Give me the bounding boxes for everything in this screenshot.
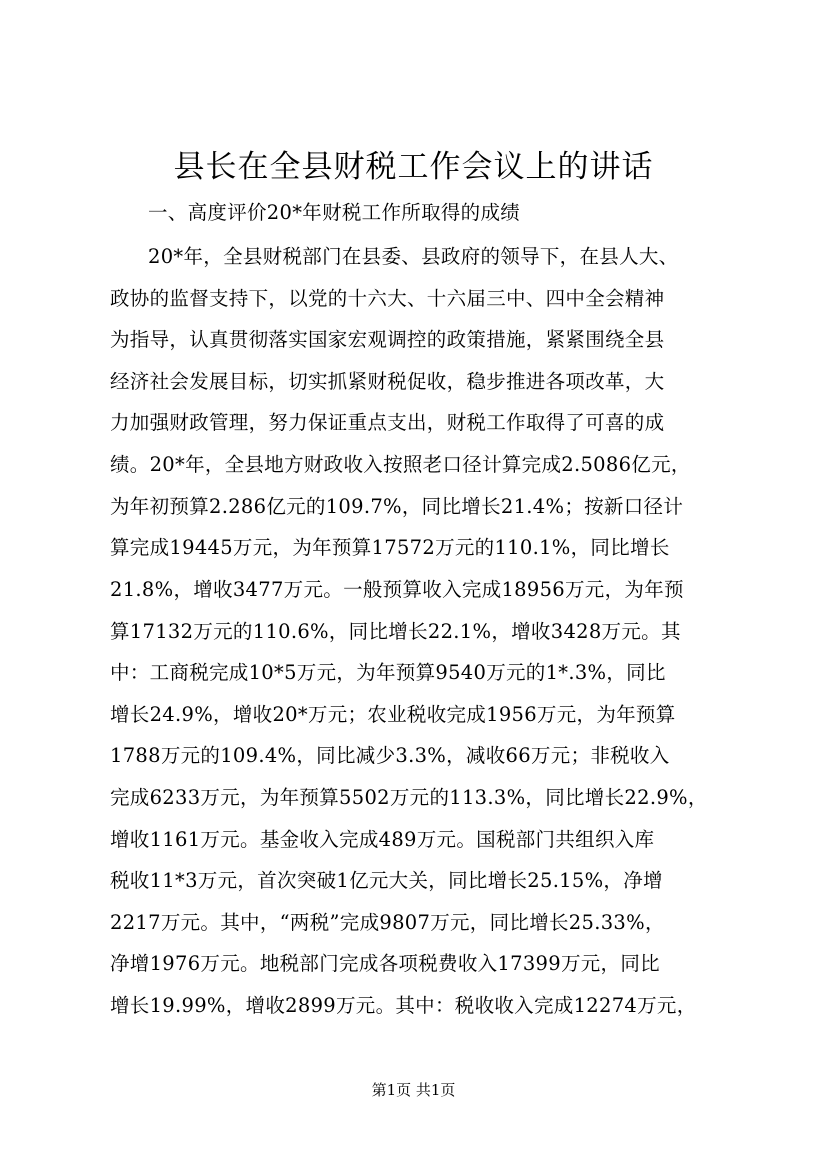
body-line: 算完成19445万元，为年预算17572万元的110.1%，同比增长 (110, 536, 670, 559)
body-line: 完成6233万元，为年预算5502万元的113.3%，同比增长22.9%， (110, 786, 708, 809)
body-line: 政协的监督支持下，以党的十六大、十六届三中、四中全会精神 (110, 287, 665, 310)
body-line: 绩。20*年，全县地方财政收入按照老口径计算完成2.5086亿元， (110, 453, 691, 476)
body-line: 为指导，认真贯彻落实国家宏观调控的政策措施，紧紧围绕全县 (110, 328, 665, 351)
body-line: 力加强财政管理，努力保证重点支出，财税工作取得了可喜的成 (110, 411, 665, 434)
body-line: 净增1976万元。地税部门完成各项税费收入17399万元，同比 (110, 952, 660, 975)
body-line: 21.8%，增收3477万元。一般预算收入完成18956万元，为年预 (110, 578, 684, 601)
body-line: 增长24.9%，增收20*万元；农业税收完成1956万元，为年预算 (110, 703, 676, 726)
section-heading: 一、高度评价20*年财税工作所取得的成绩 (148, 201, 521, 224)
body-line: 1788万元的109.4%，同比减少3.3%，减收66万元；非税收入 (110, 744, 670, 767)
body-line: 增收1161万元。基金收入完成489万元。国税部门共组织入库 (110, 828, 655, 851)
body-line: 税收11*3万元，首次突破1亿元大关，同比增长25.15%，净增 (110, 869, 663, 892)
document-title: 县长在全县财税工作会议上的讲话 (173, 149, 654, 185)
body-line: 经济社会发展目标，切实抓紧财税促收，稳步推进各项改革，大 (110, 370, 665, 393)
body-line: 增长19.99%，增收2899万元。其中：税收收入完成12274万元， (110, 994, 697, 1017)
page-footer: 第1页 共1页 (371, 1081, 456, 1099)
body-line: 2217万元。其中，“两税”完成9807万元，同比增长25.33%， (110, 911, 665, 934)
body-line: 为年初预算2.286亿元的109.7%，同比增长21.4%；按新口径计 (110, 495, 684, 518)
body-line: 20*年，全县财税部门在县委、县政府的领导下，在县人大、 (148, 245, 679, 268)
body-line: 中：工商税完成10*5万元，为年预算9540万元的1*.3%，同比 (110, 661, 666, 684)
body-line: 算17132万元的110.6%，同比增长22.1%，增收3428万元。其 (110, 620, 681, 643)
